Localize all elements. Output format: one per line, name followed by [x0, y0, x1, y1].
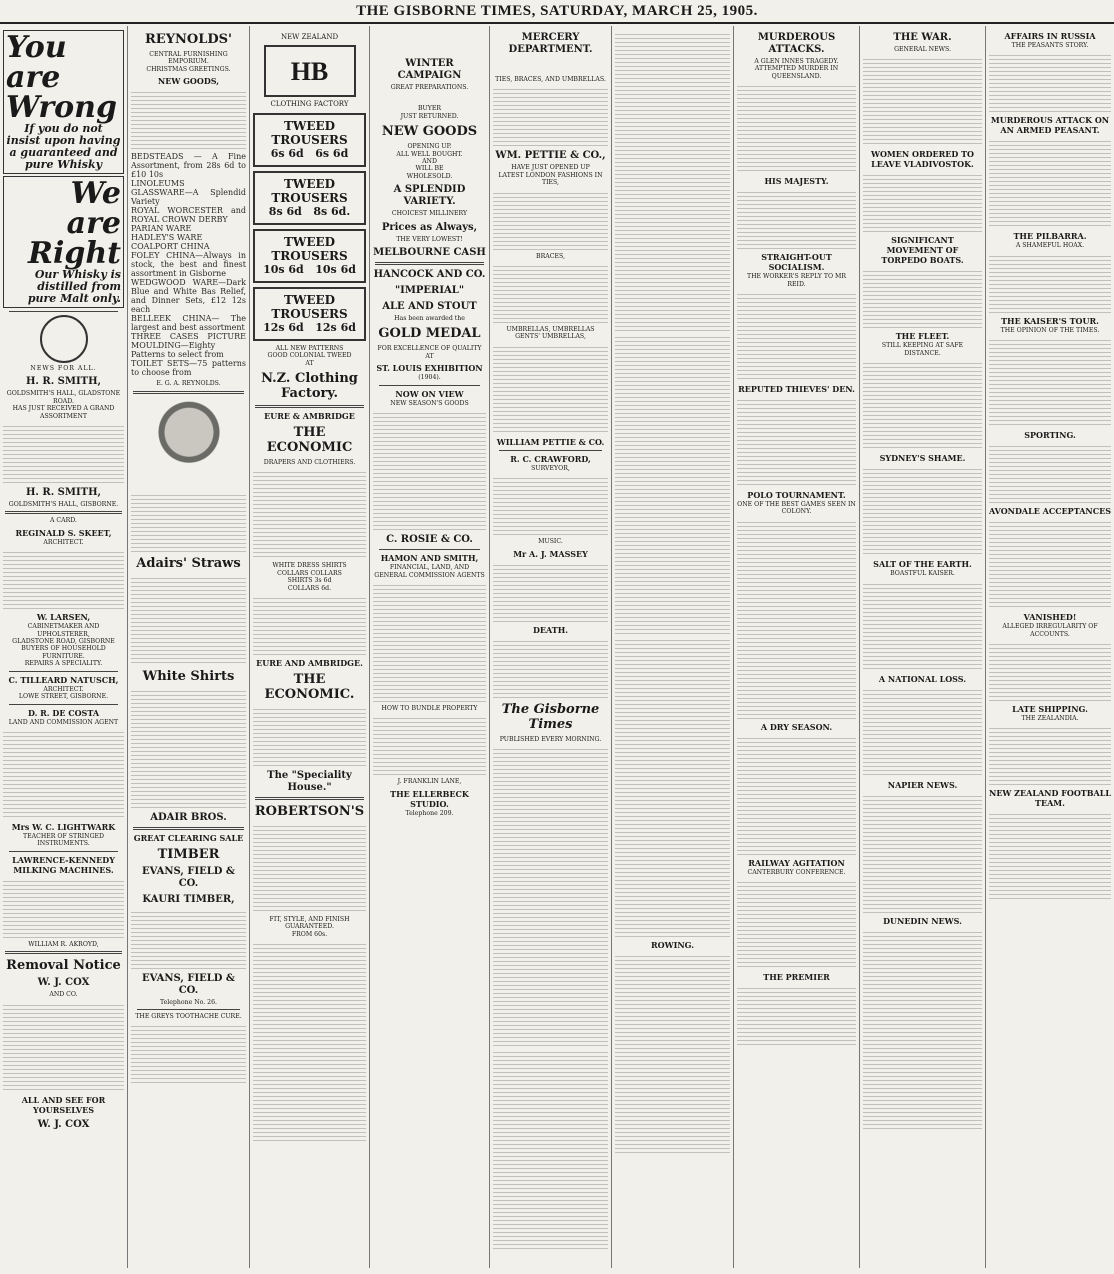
lankin: J. FRANKLIN LANE,: [397, 778, 462, 786]
guaranteed: GUARANTEED.: [285, 923, 334, 931]
natusch-location: LOWE STREET, GISBORNE.: [18, 693, 109, 701]
trousers-ad-3: [253, 229, 366, 283]
rosie: C. ROSIE & CO.: [386, 534, 473, 546]
economic-heading: THE ECONOMIC: [266, 425, 353, 456]
significant: SIGNIFICANT MOVEMENT OF TORPEDO BOATS.: [881, 235, 964, 266]
national: A NATIONAL LOSS.: [878, 673, 967, 684]
eure-heading-2: EURE AND AMBRIDGE.: [256, 658, 363, 669]
dunedin: DUNEDIN NEWS.: [883, 915, 962, 926]
akroyd-name: WILLIAM R. AKROYD,: [28, 940, 99, 948]
pilbarra: THE PILBARRA.: [1013, 231, 1087, 242]
now-on-view: NOW ON VIEW: [395, 388, 464, 399]
bundle: HOW TO BUNDLE PROPERTY: [381, 704, 478, 712]
collars: COLLARS COLLARS: [277, 569, 342, 577]
attempted: ATTEMPTED MURDER IN QUEENSLAND.: [754, 65, 839, 80]
lightwark-sub: TEACHER OF STRINGED INSTRUMENTS.: [22, 832, 105, 848]
kaiser: THE KAISER'S TOUR.: [1001, 315, 1099, 326]
have-opened: HAVE JUST OPENED UP: [511, 164, 590, 172]
good-colonial: GOOD COLONIAL TWEED: [267, 352, 352, 360]
evans-tel: Telephone No. 26.: [159, 998, 218, 1006]
smith-sub: GOLDSMITH'S HALL, GLADSTONE ROAD.: [6, 390, 121, 405]
opening: OPENING UP.: [407, 143, 452, 151]
railway: RAILWAY AGITATION: [748, 857, 845, 868]
price: 12s 6d: [315, 320, 356, 334]
pettie-heading-2: WILLIAM PETTIE & CO.: [496, 436, 605, 447]
sporting: SPORTING.: [1024, 430, 1076, 441]
hancock: HANCOCK AND CO.: [373, 269, 486, 281]
whisky-right-headline: We are: [66, 176, 121, 241]
cox-call: ALL AND SEE FOR YOURSELVES: [21, 1094, 106, 1115]
smith-name: H. R. SMITH,: [25, 376, 102, 388]
pilbarra-sub: A SHAMEFUL HOAX.: [1015, 242, 1085, 250]
rowing: ROWING.: [651, 940, 694, 950]
murderous-attack: MURDEROUS ATTACK ON AN ARMED PEASANT.: [990, 115, 1110, 136]
financial: FINANCIAL, LAND, AND GENERAL COMMISSION AGENTS: [374, 564, 485, 579]
larsen-location: GLADSTONE ROAD, GISBORNE: [12, 638, 115, 646]
massey: Mr A. J. MASSEY: [513, 548, 588, 559]
straight-out: STRAIGHT-OUT SOCIALISM.: [761, 252, 832, 273]
ellerbeck: THE ELLERBECK STUDIO.: [390, 788, 469, 809]
column-5: [490, 26, 612, 1268]
larsen-name: W. LARSEN,: [36, 612, 91, 623]
workers-reply: THE WORKER'S REPLY TO MR REID.: [746, 273, 847, 288]
buyer: BUYER: [417, 105, 442, 113]
natusch-name: C. TILLEARD NATUSCH,: [8, 674, 119, 685]
robertsons: ROBERTSON'S: [254, 804, 365, 820]
trousers-prices: [257, 263, 362, 277]
white-dress: WHITE DRESS SHIRTS: [272, 562, 347, 570]
latest-fashions: LATEST LONDON FASHIONS IN TIES,: [498, 171, 603, 187]
collars-price: COLLARS 6d.: [287, 584, 332, 592]
speciality: The "Speciality House.": [267, 770, 352, 794]
toilet: TOILET SETS—75 patterns to choose from: [131, 359, 246, 378]
women: WOMEN ORDERED TO LEAVE VLADIVOSTOK.: [870, 149, 975, 170]
avondale: AVONDALE ACCEPTANCES: [989, 506, 1111, 517]
trousers-title: TWEED TROUSERS: [271, 292, 348, 321]
timber: TIMBER: [157, 846, 220, 862]
war: THE WAR.: [893, 32, 952, 43]
still: STILL KEEPING AT SAFE DISTANCE.: [881, 342, 964, 357]
evans-2: EVANS, FIELD & CO.: [142, 972, 235, 996]
adairs-heading: Adairs' Straws: [136, 555, 241, 571]
parian: PARIAN WARE: [131, 224, 192, 234]
salt: SALT OF THE EARTH.: [873, 559, 972, 570]
repairs-heading: REPAIRS A SPECIALITY.: [24, 660, 103, 668]
column-7: [734, 26, 860, 1268]
dry-season: A DRY SEASON.: [760, 721, 833, 732]
whisky-right-body: Our Whisky is distilled from pure Malt only.: [27, 268, 121, 305]
st-louis-year: (1904).: [418, 374, 441, 382]
millinery: CHOICEST MILLINERY: [391, 210, 468, 218]
sydney: SYDNEY'S SHAME.: [879, 453, 966, 464]
prices: Prices as Always,: [381, 221, 478, 233]
price: 6s 6d: [315, 146, 349, 160]
three-cases: THREE CASES PICTURE MOULDING—Eighty Patterns to select from: [131, 332, 246, 360]
royal: ROYAL WORCESTER and ROYAL CROWN DERBY: [131, 206, 246, 225]
from-price: FROM 60s.: [291, 930, 328, 938]
majesty: HIS MAJESTY.: [764, 176, 829, 187]
hamon: HAMON AND SMITH,: [380, 553, 479, 564]
zealandia: THE ZEALANDIA.: [1021, 715, 1079, 723]
price: 10s 6d: [263, 262, 304, 276]
emblem-icon: [40, 315, 88, 363]
gold-medal: GOLD MEDAL: [378, 326, 481, 342]
trousers-title: TWEED TROUSERS: [271, 118, 348, 147]
column-3: [250, 26, 370, 1268]
kaiser-sub: THE OPINION OF THE TIMES.: [1000, 326, 1100, 334]
buyers-heading: BUYERS OF HOUSEHOLD FURNITURE.: [21, 645, 106, 660]
smith-location: GOLDSMITH'S HALL, GISBORNE.: [8, 501, 119, 509]
all-new: ALL NEW PATTERNS: [275, 344, 344, 352]
will-be: WILL BE: [415, 165, 444, 173]
foley: FOLEY CHINA—Always in stock, the best and finest assortment in Gisborne: [131, 251, 246, 279]
whisky-headline: You are: [6, 30, 67, 95]
cox-sub: AND CO.: [49, 991, 78, 999]
portrait-illustration: [149, 398, 229, 488]
lightwark-name: Mrs W. C. LIGHTWARK: [11, 821, 116, 832]
trousers-title: TWEED TROUSERS: [271, 176, 348, 205]
trousers-prices: [257, 205, 362, 219]
murderous-sub: A GLEN INNES TRAGEDY.: [754, 58, 839, 65]
removal-heading: Removal Notice: [6, 958, 121, 974]
splendid-variety: A SPLENDID VARIETY.: [393, 184, 466, 208]
ale-stout: ALE AND STOUT: [382, 301, 477, 313]
shirts-price: SHIRTS 3s 6d: [287, 577, 332, 585]
trousers-ad-1: [253, 113, 366, 167]
whisky-body: If you do not insist upon having a guaranteed and pure Whisky: [6, 122, 121, 171]
awarded: Has been awarded the: [394, 315, 465, 323]
polo-sub: ONE OF THE BEST GAMES SEEN IN COLONY.: [737, 501, 856, 516]
crawford-sub: SURVEYOR,: [531, 464, 570, 472]
vanished: VANISHED!: [1023, 612, 1077, 623]
whisky-ad-right: [3, 176, 124, 308]
eure-heading: EURE & AMBRIDGE: [264, 411, 355, 422]
economic-sub: DRAPERS AND CLOTHIERS.: [263, 459, 356, 467]
imperial: "IMPERIAL": [394, 285, 465, 297]
larsen-sub: CABINETMAKER AND UPHOLSTERER,: [27, 623, 100, 638]
belleek: BELLEEK CHINA— The largest and best assortment: [131, 314, 246, 333]
fit-style: FIT, STYLE, AND FINISH: [269, 916, 350, 924]
murderous: MURDEROUS ATTACKS.: [757, 32, 836, 55]
trousers-prices: [257, 321, 362, 335]
kauri: KAURI TIMBER,: [142, 893, 235, 905]
pettie-heading: WM. PETTIE & CO.,: [495, 150, 606, 162]
winter-campaign: WINTER CAMPAIGN: [397, 58, 462, 81]
premier: THE PREMIER: [763, 972, 830, 983]
column-2: [128, 26, 250, 1268]
ties-heading: TIES, BRACES, AND UMBRELLAS.: [495, 76, 606, 83]
trousers-title: TWEED TROUSERS: [271, 234, 348, 263]
gents: GENTS' UMBRELLAS,: [515, 333, 586, 341]
price: 8s 6d: [268, 204, 302, 218]
football: NEW ZEALAND FOOTBALL TEAM.: [989, 788, 1111, 809]
melbourne-cash: MELBOURNE CASH: [373, 247, 486, 259]
column-9: [986, 26, 1114, 1268]
napier: NAPIER NEWS.: [887, 779, 958, 790]
bedsteads: BEDSTEADS — A Fine Assortment, from 28s 6d to £10 10s: [131, 152, 246, 180]
coalport: COALPORT CHINA: [131, 242, 210, 252]
greetings: CHRISTMAS GREETINGS.: [146, 65, 231, 73]
mercery-heading: MERCERY DEPARTMENT.: [508, 32, 593, 55]
milking-heading: LAWRENCE-KENNEDY MILKING MACHINES.: [12, 854, 115, 875]
cox-name: W. J. COX: [37, 977, 90, 989]
polo: POLO TOURNAMENT.: [747, 490, 846, 501]
all-well: ALL WELL BOUGHT.: [396, 150, 463, 158]
reginald-sub: ARCHITECT.: [43, 538, 84, 546]
at-label: AT: [305, 359, 314, 367]
boastful: BOASTFUL KAISER.: [890, 570, 955, 578]
reynolds-sign: E. G. A. REYNOLDS.: [156, 380, 221, 388]
ellerbeck-tel: Telephone 209.: [405, 809, 454, 817]
braces: BRACES,: [536, 252, 565, 260]
smith-received: HAS JUST RECEIVED A GRAND ASSORTMENT: [12, 405, 115, 420]
white-shirts: White Shirts: [142, 668, 235, 684]
toothcure: THE GREYS TOOTHACHE CURE.: [135, 1013, 242, 1021]
hb-logo-bottom: CLOTHING FACTORY: [270, 100, 349, 109]
whisky-headline-2: Wrong: [6, 90, 117, 125]
irregularity: ALLEGED IRREGULARITY OF ACCOUNTS.: [1002, 623, 1098, 638]
russia: AFFAIRS IN RUSSIA: [1004, 31, 1096, 41]
at-label-2: AT: [425, 352, 434, 360]
wedgwood: WEDGWOOD WARE—Dark Blue and White Bas Relief, and Dinner Sets, £12 12s each: [131, 278, 246, 315]
hb-logo-top: NEW ZEALAND: [280, 33, 339, 41]
clearing-sale: GREAT CLEARING SALE: [133, 832, 244, 843]
new-goods: NEW GOODS: [381, 124, 478, 140]
peasants: THE PEASANTS STORY.: [1011, 42, 1089, 49]
cox-name-2: W. J. COX: [37, 1118, 90, 1130]
hadleys: HADLEY'S WARE: [131, 233, 203, 243]
costa-sub: LAND AND COMMISSION AGENT: [8, 718, 119, 726]
column-4: [370, 26, 490, 1268]
news-heading: NEWS FOR ALL.: [30, 365, 97, 372]
reynolds-sub: CENTRAL FURNISHING EMPORIUM.: [149, 51, 228, 66]
umbrellas: UMBRELLAS, UMBRELLAS: [506, 326, 595, 334]
crawford: R. C. CRAWFORD,: [510, 453, 591, 464]
nz-factory: N.Z. Clothing Factory.: [261, 371, 358, 402]
adair-bros: ADAIR BROS.: [150, 811, 227, 823]
reginald-name: REGINALD S. SKEET,: [15, 527, 112, 538]
masthead: THE GISBORNE TIMES, SATURDAY, MARCH 25, 1905.: [0, 0, 1114, 24]
excellence: FOR EXCELLENCE OF QUALITY: [377, 345, 482, 353]
published: PUBLISHED EVERY MORNING.: [499, 735, 602, 743]
evans: EVANS, FIELD & CO.: [142, 865, 235, 889]
whisky-right-headline-2: Right: [28, 236, 121, 271]
price: 8s 6d.: [313, 204, 351, 218]
whisky-ad-left: [3, 30, 124, 174]
linoleums: LINOLEUMS: [131, 179, 185, 189]
costa-name: D. R. DE COSTA: [27, 707, 100, 718]
hb-logo: HB: [264, 45, 356, 97]
glassware: GLASSWARE—A Splendid Variety: [131, 188, 246, 207]
column-8: [860, 26, 986, 1268]
death: DEATH.: [532, 624, 569, 635]
wholesold: WHOLESOLD.: [406, 172, 453, 180]
great-prep: GREAT PREPARATIONS.: [390, 84, 469, 91]
shipping: LATE SHIPPING.: [1012, 704, 1088, 715]
column-6: [612, 26, 734, 1268]
music: MUSIC.: [538, 538, 563, 546]
returned: JUST RETURNED.: [400, 112, 459, 120]
trousers-ad-4: [253, 287, 366, 341]
smith-name-2: H. R. SMITH,: [25, 487, 102, 499]
war-sub: GENERAL NEWS.: [894, 46, 951, 53]
reynolds-heading: REYNOLDS': [145, 32, 232, 47]
card-heading: A CARD.: [49, 517, 77, 525]
price: 12s 6d: [263, 320, 304, 334]
and-label: AND: [422, 158, 437, 166]
st-louis: ST. LOUIS EXHIBITION: [376, 363, 483, 374]
column-1: [0, 26, 128, 1268]
gisborne-times: The Gisborne Times: [501, 701, 600, 732]
new-goods: NEW GOODS,: [157, 76, 220, 87]
price: 6s 6d: [270, 146, 304, 160]
economic-heading-2: THE ECONOMIC.: [264, 672, 355, 703]
fleet: THE FLEET.: [895, 331, 950, 342]
new-season: NEW SEASON'S GOODS: [390, 399, 469, 407]
trousers-prices: [257, 147, 362, 161]
price: 10s 6d: [315, 262, 356, 276]
thieves: REPUTED THIEVES' DEN.: [738, 384, 855, 395]
lowest: THE VERY LOWEST!: [396, 235, 463, 243]
natusch-sub: ARCHITECT.: [43, 685, 84, 693]
trousers-ad-2: [253, 171, 366, 225]
canterbury: CANTERBURY CONFERENCE.: [747, 868, 846, 876]
